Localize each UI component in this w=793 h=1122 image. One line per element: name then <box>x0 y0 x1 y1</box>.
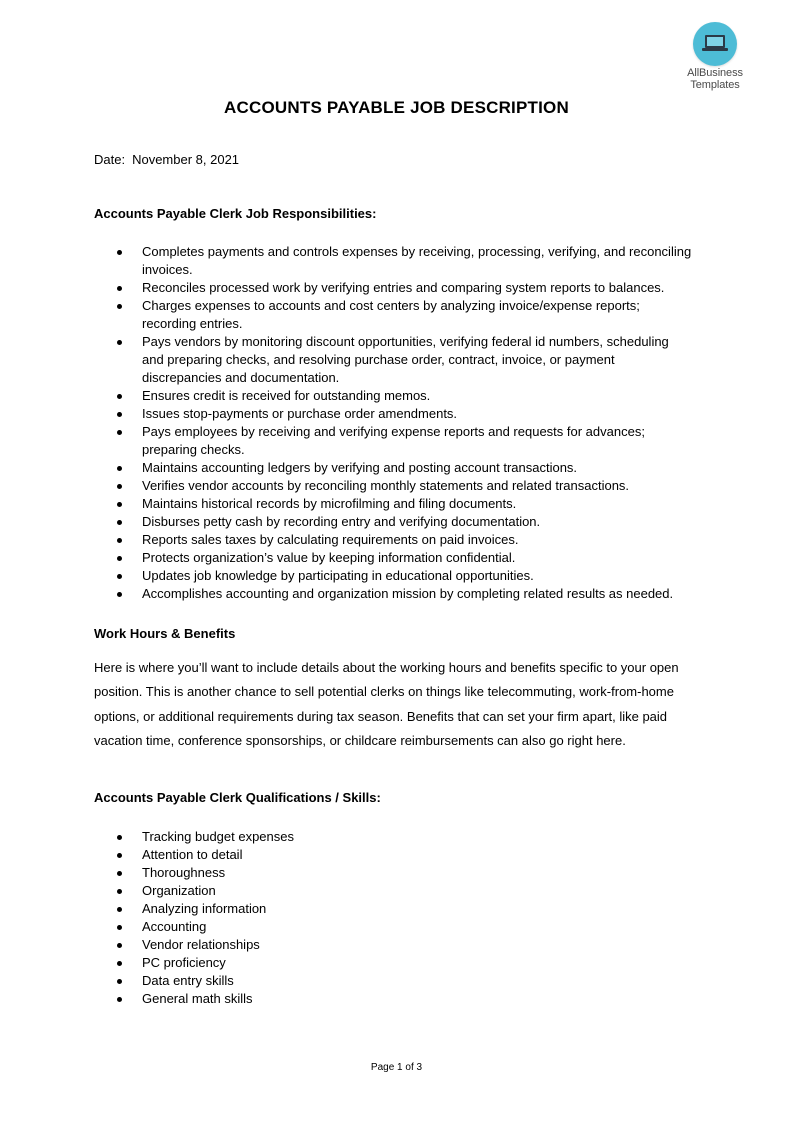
list-item-text: Disburses petty cash by recording entry and verifying documentation. <box>142 514 541 529</box>
list-item <box>0 387 694 405</box>
list-item <box>0 828 692 846</box>
bullet-icon <box>117 853 122 858</box>
qualifications-heading: Accounts Payable Clerk Qualifications / Skills: <box>94 790 381 805</box>
bullet-icon <box>117 889 122 894</box>
bullet-icon <box>117 925 122 930</box>
list-item <box>0 333 694 387</box>
list-item-text: Accounting <box>142 919 207 934</box>
list-item <box>0 900 692 918</box>
date-label: Date: <box>94 152 126 167</box>
list-item <box>0 513 694 531</box>
list-item-text: Attention to detail <box>142 847 243 862</box>
responsibilities-heading: Accounts Payable Clerk Job Responsibilities: <box>94 206 377 221</box>
list-item <box>0 405 694 423</box>
list-item <box>0 567 694 585</box>
list-item-text: Accomplishes accounting and organization mission by completing related results as needed. <box>142 586 674 601</box>
list-item-text: Thoroughness <box>142 865 226 880</box>
bullet-icon <box>117 520 122 525</box>
list-item <box>0 864 692 882</box>
bullet-icon <box>117 250 122 255</box>
work-hours-heading: Work Hours & Benefits <box>94 626 236 641</box>
bullet-icon <box>117 502 122 507</box>
date-value: November 8, 2021 <box>132 152 240 167</box>
laptop-icon <box>701 33 729 55</box>
bullet-icon <box>117 574 122 579</box>
list-item <box>0 297 694 333</box>
list-item-text: Maintains accounting ledgers by verifying and posting account transactions. <box>142 460 578 475</box>
bullet-icon <box>117 286 122 291</box>
list-item-text: Organization <box>142 883 216 898</box>
bullet-icon <box>117 340 122 345</box>
bullet-icon <box>117 394 122 399</box>
bullet-icon <box>117 907 122 912</box>
list-item <box>0 531 694 549</box>
bullet-icon <box>117 430 122 435</box>
bullet-icon <box>117 304 122 309</box>
bullet-icon <box>117 538 122 543</box>
list-item-text: Issues stop-payments or purchase order amendments. <box>142 406 458 421</box>
list-item-text: Ensures credit is received for outstanding memos. <box>142 388 431 403</box>
page-number-footer: Page 1 of 3 <box>370 1062 423 1073</box>
list-item-text: Reports sales taxes by calculating requirements on paid invoices. <box>142 532 519 547</box>
bullet-icon <box>117 871 122 876</box>
qualifications-list <box>0 828 692 1008</box>
list-item-text: Tracking budget expenses <box>142 829 295 844</box>
list-item <box>0 585 694 603</box>
list-item <box>0 882 692 900</box>
list-item <box>0 549 694 567</box>
list-item-text: Charges expenses to accounts and cost centers by analyzing invoice/expense reports; recording entries. <box>142 298 640 331</box>
list-item <box>0 477 694 495</box>
bullet-icon <box>117 412 122 417</box>
list-item-text: Completes payments and controls expenses by receiving, processing, verifying, and reconciling invoices. <box>142 244 692 277</box>
logo-line-1: AllBusiness <box>687 67 743 79</box>
list-item <box>0 846 692 864</box>
logo-text <box>676 67 754 91</box>
list-item <box>0 954 692 972</box>
list-item-text: Vendor relationships <box>142 937 260 952</box>
bullet-icon <box>117 943 122 948</box>
list-item <box>0 972 692 990</box>
list-item-text: General math skills <box>142 991 253 1006</box>
bullet-icon <box>117 556 122 561</box>
list-item-text: Pays employees by receiving and verifying expense reports and requests for advances; preparing checks. <box>142 424 645 457</box>
document-title: ACCOUNTS PAYABLE JOB DESCRIPTION <box>224 98 569 117</box>
list-item-text: Reconciles processed work by verifying entries and comparing system reports to balances. <box>142 280 665 295</box>
list-item-text: PC proficiency <box>142 955 226 970</box>
list-item-text: Analyzing information <box>142 901 267 916</box>
list-item <box>0 918 692 936</box>
list-item <box>0 423 694 459</box>
bullet-icon <box>117 979 122 984</box>
company-logo <box>676 22 754 91</box>
list-item-text: Protects organization’s value by keeping information confidential. <box>142 550 516 565</box>
bullet-icon <box>117 835 122 840</box>
list-item-text: Maintains historical records by microfilming and filing documents. <box>142 496 517 511</box>
bullet-icon <box>117 592 122 597</box>
list-item <box>0 990 692 1008</box>
list-item-text: Verifies vendor accounts by reconciling monthly statements and related transactions. <box>142 478 630 493</box>
list-item-text: Updates job knowledge by participating in educational opportunities. <box>142 568 534 583</box>
bullet-icon <box>117 466 122 471</box>
list-item <box>0 243 694 279</box>
list-item-text: Pays vendors by monitoring discount opportunities, verifying federal id numbers, scheduling and preparing checks, and resolving purchase order, contract, invoice, or payment discrepancies and documentation. <box>142 334 669 385</box>
list-item <box>0 495 694 513</box>
list-item <box>0 936 692 954</box>
logo-line-2: Templates <box>690 79 740 91</box>
responsibilities-list <box>0 243 694 603</box>
logo-circle <box>693 22 737 66</box>
list-item <box>0 459 694 477</box>
list-item <box>0 279 694 297</box>
bullet-icon <box>117 997 122 1002</box>
list-item-text: Data entry skills <box>142 973 234 988</box>
date-line <box>94 152 239 167</box>
bullet-icon <box>117 484 122 489</box>
bullet-icon <box>117 961 122 966</box>
work-hours-paragraph: Here is where you’ll want to include details about the working hours and benefits specific to your open position. This is another chance to sell potential clerks on things like telecommuting, work-from-home options, or additional requirements during tax season. Benefits that can set your firm apart, like paid vacation time, conference sponsorships, or childcare reimbursements can also go right here. <box>94 660 679 748</box>
